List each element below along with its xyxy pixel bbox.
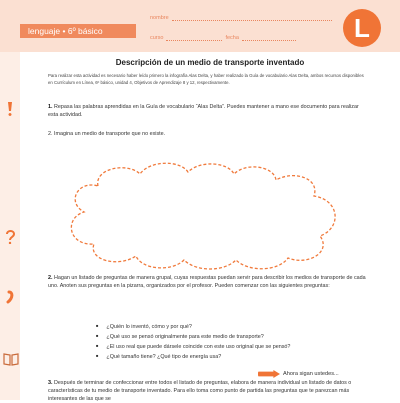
page-title: Descripción de un medio de transporte inventado xyxy=(115,58,305,67)
list-item: ■ ¿Qué tamaño tiene? ¿Qué tipo de energía usa? xyxy=(96,352,290,362)
step-4 xyxy=(48,379,370,403)
list-item: ■ ¿El uso real que puede dársele coincide con este uso original que se pensó? xyxy=(96,342,290,352)
step-4-text: Después de terminar de confeccionar entre todos el listado de preguntas, elabora de manera individual un listado de datos o características de tu medio de transporte inventado. Para ello toma como punto de partida las preguntas que te parezcan más interesantes de las que se xyxy=(48,380,352,402)
step-1 xyxy=(48,103,370,119)
date-line[interactable] xyxy=(242,34,296,41)
step-3-number: 2. xyxy=(48,275,53,281)
name-label: nombre xyxy=(150,15,169,21)
next-prompt xyxy=(258,370,339,378)
course-label: curso xyxy=(150,35,164,41)
subject-logo: L xyxy=(343,9,381,47)
date-label: fecha xyxy=(225,35,239,41)
step-1-number: 1. xyxy=(48,104,53,110)
course-line[interactable] xyxy=(166,34,222,41)
step-4-number: 3. xyxy=(48,380,53,386)
subject-label: lenguaje • 6º básico xyxy=(20,24,136,38)
step-2: 2. Imagina un medio de transporte que no existe. xyxy=(48,131,166,137)
side-strip xyxy=(0,0,20,400)
intro-paragraph: Para realizar esta actividad es necesario haber leído primero la infografía Alas Delta, y haber realizado la Guía de vocabulario Alas Delta, ambos recursos disponibles en Currículum en Línea, 6º básico, unidad 4, Objetivos de Aprendizaje 8 y 12, respectivamente. xyxy=(48,73,364,85)
name-field[interactable] xyxy=(150,14,332,21)
question-list xyxy=(96,322,290,362)
step-1-text: Repasa las palabras aprendidas en la Guía de vocabulario “Alas Delta”. Puedes mantener a mano ese documento para realizar esta actividad. xyxy=(48,104,359,118)
arrow-right-icon xyxy=(258,370,280,378)
list-item: ■ ¿Quién lo inventó, cómo y por qué? xyxy=(96,322,290,332)
step-3-text: Hagan un listado de preguntas de manera grupal, cuyas respuestas puedan servir para describir los medios de transporte de cada uno. Anoten sus preguntas en la pizarra, organizados por el profesor. Pueden comenzar con las siguientes preguntas: xyxy=(48,275,366,289)
thought-cloud xyxy=(58,156,358,274)
list-item: ■ ¿Qué uso se pensó originalmente para este medio de transporte? xyxy=(96,332,290,342)
course-date-row xyxy=(150,34,296,41)
exclamation-icon xyxy=(4,102,16,116)
comma-icon xyxy=(4,290,16,304)
step-3 xyxy=(48,274,370,290)
open-book-icon xyxy=(3,352,19,366)
name-line[interactable] xyxy=(172,14,332,21)
thought-cloud-icon xyxy=(58,156,358,274)
next-label: Ahora sigan ustedes... xyxy=(283,371,339,377)
question-mark-icon xyxy=(4,230,16,244)
